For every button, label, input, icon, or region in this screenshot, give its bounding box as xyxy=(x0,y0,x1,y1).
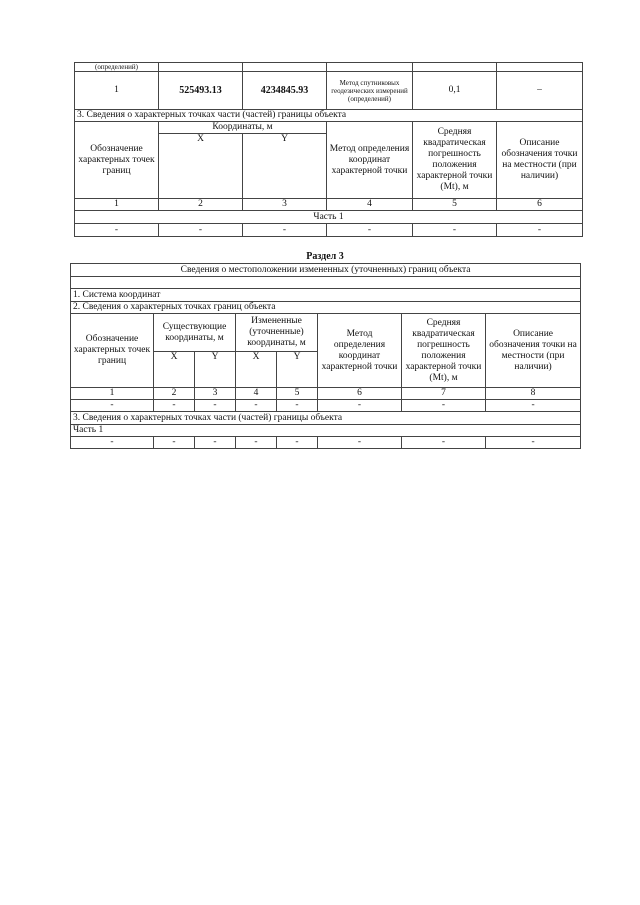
empty-cell: - xyxy=(71,400,154,412)
section-title: Раздел 3 xyxy=(306,251,344,262)
column-number: 6 xyxy=(497,199,583,211)
column-number: 6 xyxy=(318,388,402,400)
header-x: X xyxy=(154,352,195,388)
carry-cell xyxy=(327,63,413,72)
header-accuracy: Средняя квадратическая погрешность положения характерной точки (Mt), м xyxy=(413,122,497,199)
boundary-points-table xyxy=(74,62,583,237)
empty-cell: - xyxy=(402,437,486,449)
carry-cell xyxy=(243,63,327,72)
header-method: Метод определения координат характерной точки xyxy=(327,122,413,199)
header-x: X xyxy=(159,134,243,146)
empty-cell: - xyxy=(402,400,486,412)
carry-cell xyxy=(497,63,583,72)
empty-cell: - xyxy=(154,400,195,412)
blank-cell xyxy=(71,277,581,289)
carry-cell xyxy=(159,63,243,72)
header-existing-coords: Существующие координаты, м xyxy=(154,314,236,352)
description-cell: – xyxy=(497,72,583,110)
table-row xyxy=(71,400,581,412)
section-subtitle: Сведения о местоположении измененных (уточненных) границ объекта xyxy=(71,264,581,277)
header-y: Y xyxy=(195,352,236,388)
header-point-designation: Обозначение характерных точек границ xyxy=(75,122,159,199)
header-description: Описание обозначения точки на местности (при наличии) xyxy=(486,314,581,388)
column-number: 2 xyxy=(159,199,243,211)
boundary-points-heading: 2. Сведения о характерных точках границ объекта xyxy=(71,302,581,314)
changed-boundaries-table xyxy=(70,263,581,449)
coord-system-row xyxy=(71,289,581,302)
empty-cell: - xyxy=(413,224,497,237)
empty-cell: - xyxy=(277,400,318,412)
header-accuracy: Средняя квадратическая погрешность положения характерной точки (Mt), м xyxy=(402,314,486,388)
header-method: Метод определения координат характерной точки xyxy=(318,314,402,388)
header-y: Y xyxy=(243,134,327,146)
carry-over-row xyxy=(75,63,583,72)
column-numbers-row xyxy=(71,388,581,400)
header-x: X xyxy=(236,352,277,388)
empty-cell: - xyxy=(159,224,243,237)
column-number: 1 xyxy=(71,388,154,400)
part-heading-row xyxy=(75,110,583,122)
table-row xyxy=(71,437,581,449)
table-row xyxy=(75,224,583,237)
column-number: 3 xyxy=(243,199,327,211)
header-description: Описание обозначения точки на местности (при наличии) xyxy=(497,122,583,199)
method-cell: Метод спутниковых геодезических измерений (определений) xyxy=(327,72,413,110)
header-y-spacer xyxy=(243,146,327,199)
empty-cell: - xyxy=(71,437,154,449)
header-y: Y xyxy=(277,352,318,388)
header-row xyxy=(71,314,581,352)
column-number: 4 xyxy=(327,199,413,211)
boundary-points-row xyxy=(71,302,581,314)
column-number: 5 xyxy=(277,388,318,400)
y-coordinate-cell: 4234845.93 xyxy=(243,72,327,110)
column-number: 5 xyxy=(413,199,497,211)
subtitle-row xyxy=(71,264,581,277)
column-number: 3 xyxy=(195,388,236,400)
carry-cell: (определений) xyxy=(75,63,159,72)
empty-cell: - xyxy=(318,437,402,449)
empty-cell: - xyxy=(154,437,195,449)
blank-row xyxy=(71,277,581,289)
empty-cell: - xyxy=(236,400,277,412)
empty-cell: - xyxy=(277,437,318,449)
x-coordinate-cell: 525493.13 xyxy=(159,72,243,110)
empty-cell: - xyxy=(327,224,413,237)
coord-system-heading: 1. Система координат xyxy=(71,289,581,302)
carry-cell xyxy=(413,63,497,72)
part-heading: 3. Сведения о характерных точках части (частей) границы объекта xyxy=(75,110,583,122)
empty-cell: - xyxy=(497,224,583,237)
column-number: 2 xyxy=(154,388,195,400)
part-label: Часть 1 xyxy=(71,425,581,437)
header-point-designation: Обозначение характерных точек границ xyxy=(71,314,154,388)
empty-cell: - xyxy=(243,224,327,237)
header-changed-coords: Измененные (уточненные) координаты, м xyxy=(236,314,318,352)
part-label-row xyxy=(75,211,583,224)
empty-cell: - xyxy=(195,400,236,412)
empty-cell: - xyxy=(236,437,277,449)
part-label: Часть 1 xyxy=(75,211,583,224)
table-row xyxy=(75,72,583,110)
point-cell: 1 xyxy=(75,72,159,110)
header-row xyxy=(75,122,583,134)
empty-cell: - xyxy=(195,437,236,449)
empty-cell: - xyxy=(486,437,581,449)
empty-cell: - xyxy=(486,400,581,412)
column-number: 1 xyxy=(75,199,159,211)
part-heading-row xyxy=(71,412,581,425)
header-x-spacer xyxy=(159,146,243,199)
part-heading: 3. Сведения о характерных точках части (частей) границы объекта xyxy=(71,412,581,425)
column-number: 7 xyxy=(402,388,486,400)
part-label-row xyxy=(71,425,581,437)
accuracy-cell: 0,1 xyxy=(413,72,497,110)
header-coordinates: Координаты, м xyxy=(159,122,327,134)
empty-cell: - xyxy=(318,400,402,412)
column-numbers-row xyxy=(75,199,583,211)
column-number: 4 xyxy=(236,388,277,400)
empty-cell: - xyxy=(75,224,159,237)
column-number: 8 xyxy=(486,388,581,400)
